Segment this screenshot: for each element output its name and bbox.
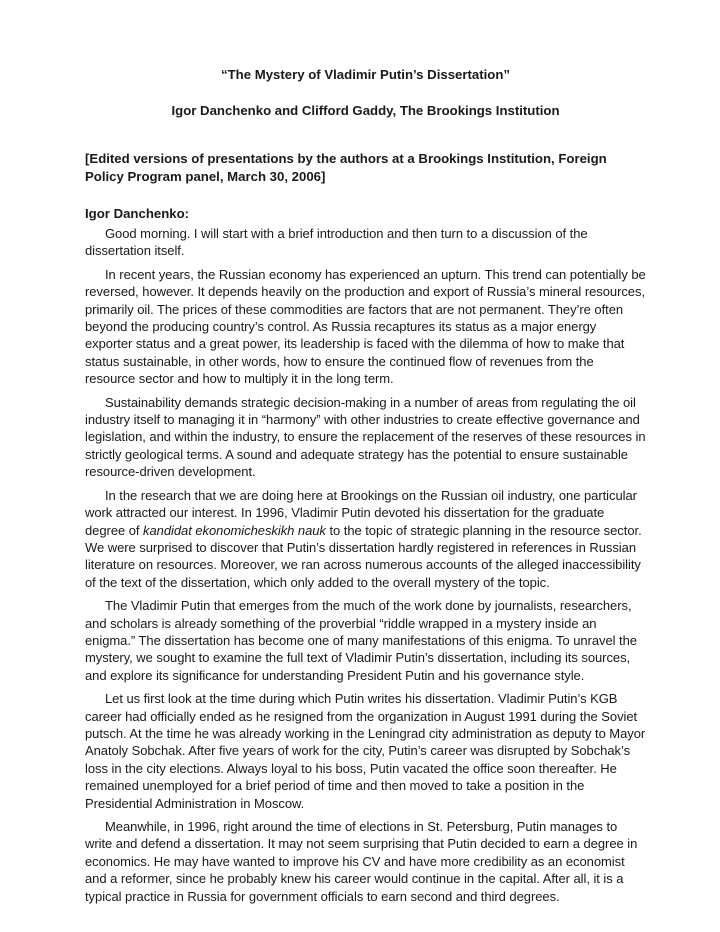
- editorial-note: [Edited versions of presentations by the authors at a Brookings Institution, Foreign Policy Program panel, March 30, 2006]: [85, 151, 607, 184]
- paragraph-3: Sustainability demands strategic decision-making in a number of areas from regulating the oil industry itself to managing it in “harmony” with other industries to create effective governance and legislation, and within the industry, to ensure the replacement of the reserves of these resources in strictly geological terms. A sound and adequate strategy has the potential to ensure sustainable resource-driven development.: [85, 394, 646, 480]
- degree-title-italic: kandidat ekonomicheskikh nauk: [143, 522, 326, 538]
- paragraph-4: [85, 487, 646, 591]
- paragraph-4-text-start: In the research that we are doing here at Brookings on the Russian oil industry, one particular work attracted our interest. In 1996, Vladimir Putin devoted his dissertation for the graduate degree of: [85, 487, 637, 538]
- document-authors: Igor Danchenko and Clifford Gaddy, The Brookings Institution: [171, 103, 560, 118]
- paragraph-4-text-end: to the topic of strategic planning in the resource sector. We were surprised to discover that Putin’s dissertation hardly registered in references in Russian literature on resources. Moreover, we ran across numerous accounts of the alleged inaccessibility of the text of the dissertation, which only added to the overall mystery of the topic.: [85, 522, 642, 590]
- paragraph-7: Meanwhile, in 1996, right around the time of elections in St. Petersburg, Putin manages to write and defend a dissertation. It may not seem surprising that Putin decided to earn a degree in economics. He may have wanted to improve his CV and have more credibility as an economist and a reformer, since he probably knew his career would continue in the capital. After all, it is a typical practice in Russia for government officials to earn second and third degrees.: [85, 819, 638, 904]
- paragraph-2: In recent years, the Russian economy has experienced an upturn. This trend can potentially be reversed, however. It depends heavily on the production and export of Russia’s mineral resources, primarily oil. The prices of these commodities are factors that are not permanent. They’re often beyond the producing country’s control. As Russia recaptures its status as a major energy exporter status and a great power, its leadership is faced with the dilemma of how to make that status sustainable, in other words, how to ensure the continued flow of revenues from the resource sector and how to multiply it in the long term.: [85, 266, 646, 387]
- paragraph-6: Let us first look at the time during which Putin writes his dissertation. Vladimir Putin’s KGB career had officially ended as he resigned from the organization in August 1991 during the Soviet putsch. At the time he was already working in the Leningrad city administration as deputy to Mayor Anatoly Sobchak. After five years of work for the city, Putin’s career was disrupted by Sobchak’s loss in the city elections. Always loyal to his boss, Putin vacated the office soon thereafter. He remained unemployed for a brief period of time and then moved to take a position in the Presidential Administration in Moscow.: [85, 691, 646, 811]
- document-title: “The Mystery of Vladimir Putin’s Dissertation”: [221, 67, 510, 82]
- paragraph-1: Good morning. I will start with a brief introduction and then turn to a discussion of the dissertation itself.: [85, 226, 588, 259]
- paragraph-5: The Vladimir Putin that emerges from the much of the work done by journalists, researchers, and scholars is already something of the proverbial “riddle wrapped in a mystery inside an enigma.” The dissertation has become one of many manifestations of this enigma. To unravel the mystery, we sought to examine the full text of Vladimir Putin’s dissertation, including its sources, and explore its significance for understanding President Putin and his governance style.: [85, 598, 637, 683]
- speaker-heading: Igor Danchenko:: [85, 206, 190, 221]
